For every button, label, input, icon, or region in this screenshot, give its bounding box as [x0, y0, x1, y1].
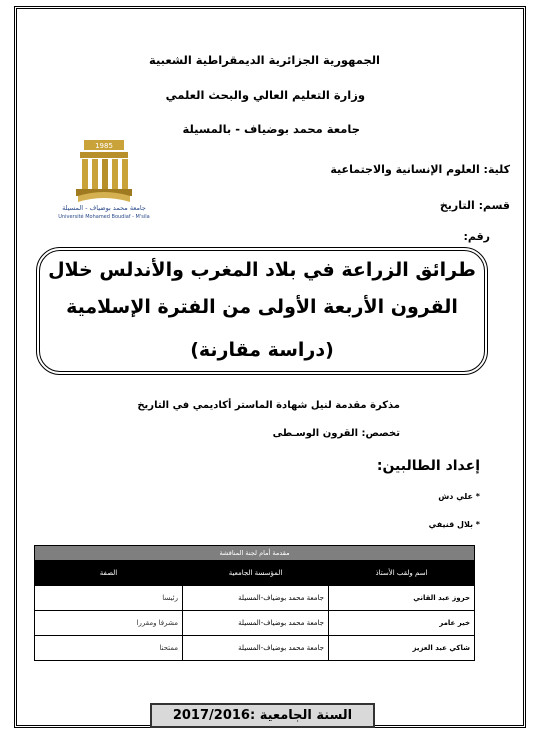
professor-name: شاكي عبد العزيز: [329, 636, 475, 661]
document-number: رقم:: [463, 230, 490, 243]
department-name: قسم: التاريخ: [439, 199, 510, 212]
thesis-specialty: تخصص: القرون الوسـطى: [272, 428, 400, 439]
university-logo: [40, 138, 168, 220]
institution: جامعة محمد بوضياف-المسيلة: [183, 636, 329, 661]
academic-year: السنة الجامعية :2017/2016: [150, 703, 375, 728]
title-line-2: القرون الأربعة الأولى من الفترة الإسلامية: [66, 296, 458, 318]
professor-name: خير عامر: [329, 611, 475, 636]
table-row: [35, 636, 475, 661]
header-professor: اسم ولقب الأستاذ: [329, 561, 475, 586]
committee-table: [34, 545, 475, 661]
title-line-1: طرائق الزراعة في بلاد المغرب والأندلس خلال: [48, 259, 476, 281]
professor-name: حروز عبد القاني: [329, 586, 475, 611]
institution: جامعة محمد بوضياف-المسيلة: [183, 586, 329, 611]
table-row: [35, 586, 475, 611]
role: ممتحنا: [35, 636, 183, 661]
role: مشرفا ومقررا: [35, 611, 183, 636]
faculty-name: كلية: العلوم الإنسانية والاجتماعية: [330, 163, 510, 176]
students-heading: إعداد الطالبين:: [376, 458, 480, 474]
title-line-3: (دراسة مقارنة): [190, 339, 334, 361]
header-institution: المؤسسة الجامعية: [183, 561, 329, 586]
logo-name-fr: Université Mohamed Boudiaf - M'sila: [58, 214, 150, 220]
republic-name: الجمهورية الجزائرية الديمقراطية الشعبية: [148, 53, 380, 67]
logo-year: 1985: [95, 142, 113, 150]
thesis-title-box: [36, 247, 488, 375]
student-1: * علي دش: [438, 492, 480, 501]
student-2: * بلال قنيفي: [428, 520, 480, 529]
table-header-row: [35, 561, 475, 586]
role: رئيسا: [35, 586, 183, 611]
university-name: جامعة محمد بوضياف - بالمسيلة: [182, 122, 360, 136]
committee-caption: مقدمة أمام لجنة المناقشة: [35, 546, 475, 561]
logo-name-ar: جامعة محمد بوضياف - المسيلة: [62, 204, 146, 212]
ministry-name: وزارة التعليم العالي والبحث العلمي: [165, 88, 365, 102]
institution: جامعة محمد بوضياف-المسيلة: [183, 611, 329, 636]
header-role: الصفة: [35, 561, 183, 586]
table-row: [35, 611, 475, 636]
thesis-purpose: مذكرة مقدمة لنيل شهادة الماستر أكاديمي في التاريخ: [137, 400, 400, 411]
